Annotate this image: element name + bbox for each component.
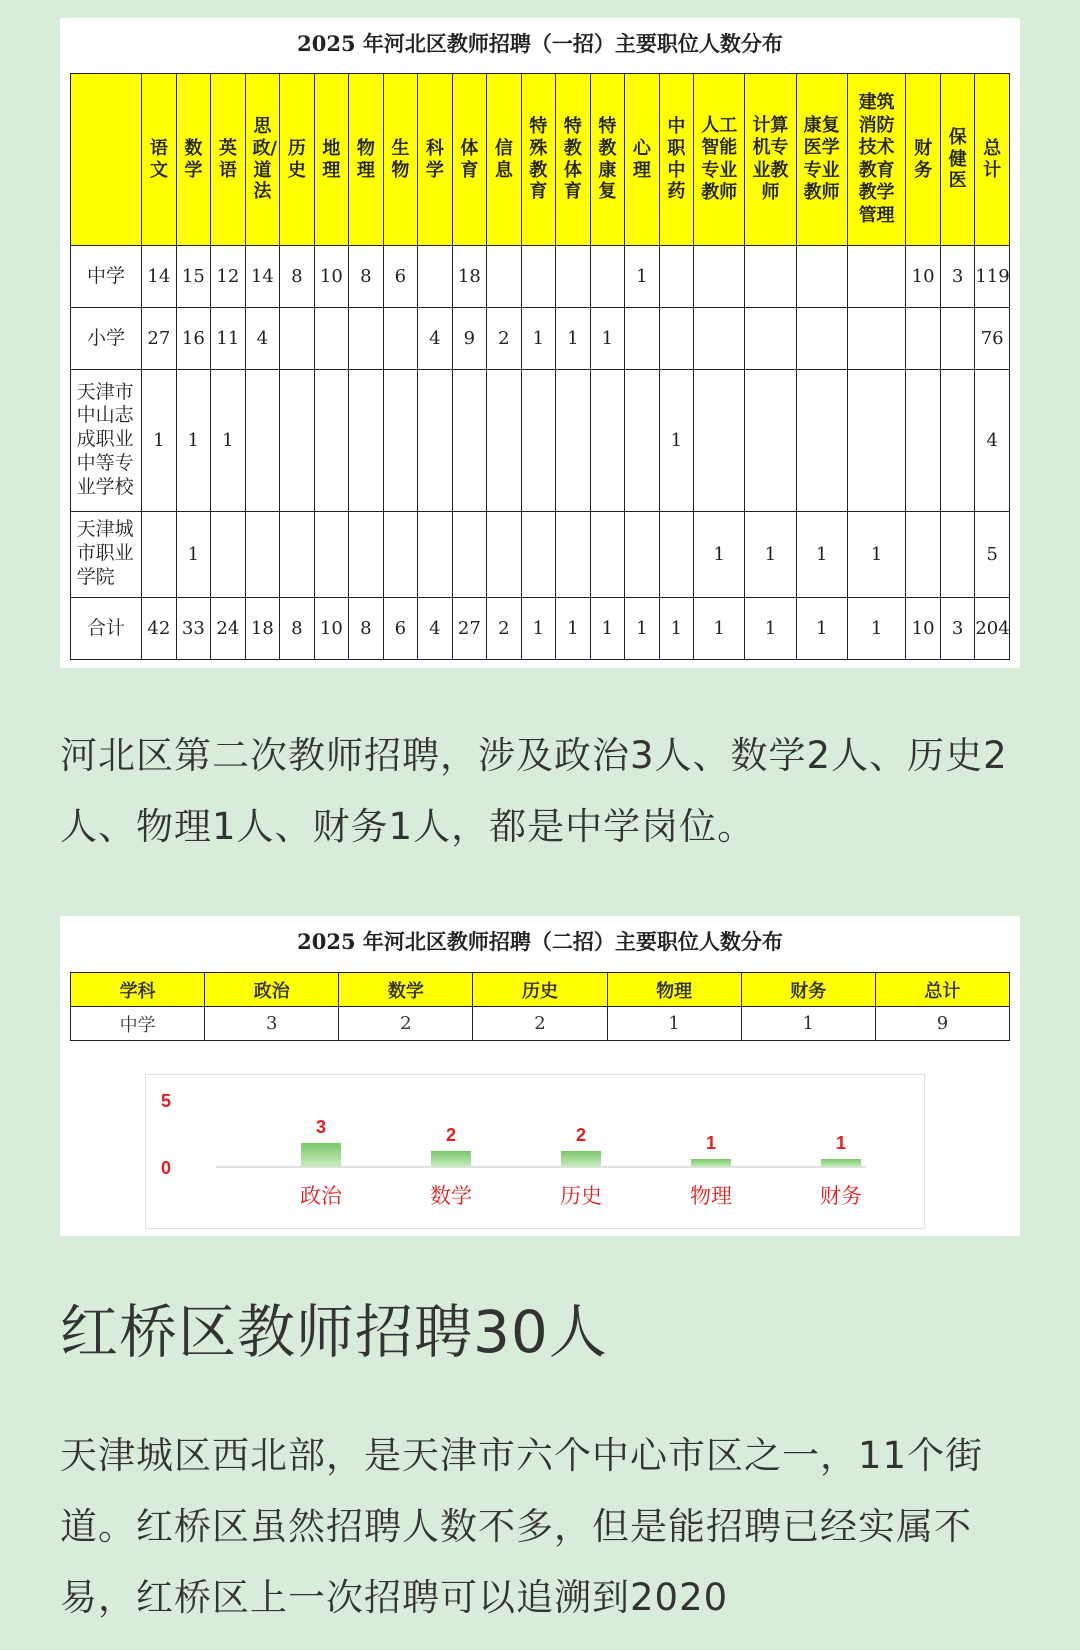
table1-row-label xyxy=(71,512,142,598)
table1-cell: 9 xyxy=(452,308,487,370)
table1-cell: 18 xyxy=(452,246,487,308)
table1-corner xyxy=(71,74,142,246)
table1-cell: 4 xyxy=(245,308,280,370)
chart-data-label: 1 xyxy=(705,1132,717,1153)
table1-header-label: 特殊教育 xyxy=(529,116,548,203)
table1-row-label-text: 天津城市职业学院 xyxy=(76,518,134,588)
table2-header-cell: 总计 xyxy=(875,973,1009,1007)
table1-cell xyxy=(314,308,349,370)
table1-header-label: 总计 xyxy=(983,137,1002,181)
table1-cell: 4 xyxy=(975,370,1010,512)
table1-cell: 10 xyxy=(906,246,941,308)
table1-cell xyxy=(349,512,384,598)
table1-cell: 18 xyxy=(245,598,280,660)
table1-cell: 10 xyxy=(906,598,941,660)
table1-cell: 4 xyxy=(418,598,453,660)
table1-header-label: 人工智能专业教师 xyxy=(701,114,738,203)
table1-header-label: 地理 xyxy=(322,137,341,181)
table2-cell: 2 xyxy=(473,1007,607,1041)
table1-cell: 1 xyxy=(659,370,694,512)
table1-header-label: 中职中药 xyxy=(667,116,686,203)
chart-bar xyxy=(431,1151,471,1167)
table1-header-cell xyxy=(556,74,591,246)
table1-header-cell xyxy=(176,74,211,246)
table1-cell xyxy=(590,370,625,512)
table1-cell: 15 xyxy=(176,246,211,308)
table1-cell: 1 xyxy=(796,512,847,598)
table2-header-cell: 政治 xyxy=(205,973,339,1007)
table1-header-label: 特教体育 xyxy=(563,116,582,203)
table1-cell: 1 xyxy=(745,598,796,660)
table1-header-cell xyxy=(694,74,745,246)
table2-cell: 1 xyxy=(741,1007,875,1041)
table1-row xyxy=(71,370,1010,512)
table1-row-label-text: 合计 xyxy=(87,617,126,640)
table1-cell xyxy=(940,370,975,512)
table1-cell xyxy=(847,370,906,512)
table1-cell xyxy=(280,308,315,370)
table1-cell xyxy=(349,370,384,512)
table1-cell: 1 xyxy=(176,512,211,598)
table1-header-cell xyxy=(245,74,280,246)
table1-cell xyxy=(383,308,418,370)
table1-cell xyxy=(521,512,556,598)
table1-cell: 1 xyxy=(590,598,625,660)
table1-header-cell xyxy=(211,74,246,246)
table1-cell: 8 xyxy=(349,598,384,660)
table1-cell: 204 xyxy=(975,598,1010,660)
table1-cell xyxy=(245,370,280,512)
table1-cell: 1 xyxy=(625,246,660,308)
table2-cell: 2 xyxy=(339,1007,473,1041)
table1-cell xyxy=(452,512,487,598)
table1-cell: 119 xyxy=(975,246,1010,308)
table1-cell xyxy=(418,370,453,512)
table1-cell: 14 xyxy=(142,246,177,308)
table1-row xyxy=(71,598,1010,660)
table1-cell: 3 xyxy=(940,246,975,308)
table1-cell xyxy=(418,246,453,308)
table1-cell xyxy=(383,512,418,598)
table1-cell: 1 xyxy=(556,308,591,370)
table2-cell: 3 xyxy=(205,1007,339,1041)
table1-cell: 1 xyxy=(659,598,694,660)
table1-cell xyxy=(694,246,745,308)
table1-cell xyxy=(590,512,625,598)
table1-title: 2025 年河北区教师招聘（一招）主要职位人数分布 xyxy=(297,31,783,56)
table1-header-label: 体育 xyxy=(460,137,479,181)
table1-row-label xyxy=(71,598,142,660)
table1-cell: 8 xyxy=(349,246,384,308)
table2-cell: 中学 xyxy=(71,1007,205,1041)
table1-cell: 1 xyxy=(176,370,211,512)
table1-cell xyxy=(556,370,591,512)
table1-cell xyxy=(745,308,796,370)
table1-cell xyxy=(625,370,660,512)
table1-header-cell xyxy=(383,74,418,246)
table1-cell xyxy=(659,246,694,308)
table1-cell xyxy=(314,512,349,598)
table1-cell xyxy=(452,370,487,512)
chart-bar xyxy=(691,1159,731,1167)
table1-row xyxy=(71,308,1010,370)
bar-chart xyxy=(145,1074,925,1229)
table1-header-label: 物理 xyxy=(356,137,375,181)
table2-header-cell: 学科 xyxy=(71,973,205,1007)
chart-data-label: 3 xyxy=(315,1116,327,1137)
table1-cell xyxy=(940,308,975,370)
table1-row-label xyxy=(71,246,142,308)
table1-cell: 1 xyxy=(521,598,556,660)
table1-row-label-text: 小学 xyxy=(87,327,126,350)
table2-header-cell: 数学 xyxy=(339,973,473,1007)
table2-header-cell: 财务 xyxy=(741,973,875,1007)
table1-cell: 1 xyxy=(590,308,625,370)
table1-header-cell xyxy=(906,74,941,246)
table1-header-label: 数学 xyxy=(184,137,203,181)
table1-cell xyxy=(625,308,660,370)
table1-cell xyxy=(280,512,315,598)
table1-cell: 1 xyxy=(847,512,906,598)
table1-cell: 4 xyxy=(418,308,453,370)
table1-header-label: 计算机专业教师 xyxy=(752,114,789,203)
paragraph-2: 天津城区西北部，是天津市六个中心市区之一，11个街道。红桥区虽然招聘人数不多，但是能招聘已经实属不易，红桥区上一次招聘可以追溯到2020 xyxy=(60,1434,984,1619)
table1-row-label-text: 天津市中山志成职业中等专业学校 xyxy=(76,380,134,498)
table1-header-cell xyxy=(659,74,694,246)
table1-cell xyxy=(906,308,941,370)
chart-bar xyxy=(301,1143,341,1167)
table1-cell: 12 xyxy=(211,246,246,308)
table1-cell xyxy=(796,246,847,308)
table1-cell: 2 xyxy=(487,598,522,660)
table1-header-cell xyxy=(418,74,453,246)
table1-cell xyxy=(659,512,694,598)
table1-cell xyxy=(383,370,418,512)
table1-cell: 27 xyxy=(452,598,487,660)
table1-cell: 27 xyxy=(142,308,177,370)
table1-header-label: 心理 xyxy=(632,137,651,181)
table1-header-cell xyxy=(625,74,660,246)
table1-cell: 10 xyxy=(314,246,349,308)
table1-cell: 1 xyxy=(625,598,660,660)
chart-data-label: 1 xyxy=(835,1132,847,1153)
table2-cell: 9 xyxy=(875,1007,1009,1041)
chart-y-tick-label: 0 xyxy=(160,1158,172,1178)
bar-chart-svg xyxy=(146,1075,926,1230)
table1-cell xyxy=(659,308,694,370)
table1-header-cell xyxy=(975,74,1010,246)
chart-bar xyxy=(821,1159,861,1167)
chart-data-label: 2 xyxy=(575,1124,587,1145)
table2-header-cell: 历史 xyxy=(473,973,607,1007)
table1-cell xyxy=(796,370,847,512)
table1-cell xyxy=(590,246,625,308)
table1-header-label: 英语 xyxy=(218,137,237,181)
table1-header-cell xyxy=(314,74,349,246)
table1-header-label: 语文 xyxy=(149,137,168,181)
table1-cell xyxy=(906,512,941,598)
table1-cell: 8 xyxy=(280,598,315,660)
table1-header-label: 生物 xyxy=(391,137,410,181)
table1-cell xyxy=(625,512,660,598)
table1-header-label: 保健医 xyxy=(948,127,967,192)
table1 xyxy=(70,73,1010,660)
table1-header-cell xyxy=(349,74,384,246)
chart-category-label: 物理 xyxy=(690,1184,732,1208)
section-heading: 红桥区教师招聘30人 xyxy=(60,1298,608,1366)
table1-cell xyxy=(694,370,745,512)
table1-cell: 24 xyxy=(211,598,246,660)
table1-cell: 1 xyxy=(796,598,847,660)
table1-header-cell xyxy=(280,74,315,246)
table1-cell xyxy=(556,512,591,598)
table1-header-label: 思政/道法 xyxy=(252,116,278,203)
table1-cell xyxy=(745,370,796,512)
table1-row xyxy=(71,246,1010,308)
table2-cell: 1 xyxy=(607,1007,741,1041)
table1-cell: 14 xyxy=(245,246,280,308)
table2-header-cell: 物理 xyxy=(607,973,741,1007)
table1-cell xyxy=(847,246,906,308)
table1-cell xyxy=(487,370,522,512)
table1-cell: 1 xyxy=(694,512,745,598)
table1-header-label: 历史 xyxy=(287,137,306,181)
table1-cell: 1 xyxy=(556,598,591,660)
table1-cell xyxy=(349,308,384,370)
table1-cell: 6 xyxy=(383,598,418,660)
table1-header-label: 财务 xyxy=(914,137,933,181)
table1-cell xyxy=(487,512,522,598)
table1-cell xyxy=(521,370,556,512)
table1-cell: 33 xyxy=(176,598,211,660)
table1-cell xyxy=(940,512,975,598)
chart-category-label: 数学 xyxy=(430,1184,472,1208)
chart-category-label: 财务 xyxy=(820,1184,862,1208)
table1-cell: 8 xyxy=(280,246,315,308)
table1-card xyxy=(60,18,1020,668)
table1-cell xyxy=(694,308,745,370)
table1-cell: 11 xyxy=(211,308,246,370)
chart-bar xyxy=(561,1151,601,1167)
table2 xyxy=(70,972,1010,1041)
table2-card xyxy=(60,916,1020,1236)
table1-header-cell xyxy=(487,74,522,246)
table1-cell xyxy=(211,512,246,598)
table1-row-label xyxy=(71,308,142,370)
table1-header-label: 康复医学专业教师 xyxy=(803,114,840,203)
table1-cell: 1 xyxy=(694,598,745,660)
table1-cell xyxy=(280,370,315,512)
table1-cell xyxy=(314,370,349,512)
paragraph-1: 河北区第二次教师招聘，涉及政治3人、数学2人、历史2人、物理1人、财务1人，都是中学岗位。 xyxy=(60,734,1008,848)
table1-cell xyxy=(245,512,280,598)
table1-header-label: 科学 xyxy=(425,137,444,181)
table1-header-cell xyxy=(796,74,847,246)
table1-header-cell xyxy=(521,74,556,246)
table1-cell xyxy=(745,246,796,308)
table1-header-cell xyxy=(847,74,906,246)
table1-header-cell xyxy=(745,74,796,246)
table1-row-label-text: 中学 xyxy=(87,265,126,288)
table1-row-label xyxy=(71,370,142,512)
chart-category-label: 政治 xyxy=(300,1184,342,1208)
table1-header-label: 建筑消防技术教育教学管理 xyxy=(858,92,895,226)
table1-header-cell xyxy=(452,74,487,246)
table1-header-label: 特教康复 xyxy=(598,116,617,203)
table1-cell xyxy=(521,246,556,308)
table1-cell: 6 xyxy=(383,246,418,308)
table1-header-cell xyxy=(940,74,975,246)
table1-cell: 42 xyxy=(142,598,177,660)
table1-cell xyxy=(906,370,941,512)
table1-cell xyxy=(847,308,906,370)
table2-title: 2025 年河北区教师招聘（二招）主要职位人数分布 xyxy=(297,929,783,954)
table1-cell: 1 xyxy=(745,512,796,598)
table1-header-cell xyxy=(142,74,177,246)
table1-cell: 3 xyxy=(940,598,975,660)
table1-cell xyxy=(487,246,522,308)
table1-cell xyxy=(418,512,453,598)
chart-data-label: 2 xyxy=(445,1124,457,1145)
table1-row xyxy=(71,512,1010,598)
table1-cell: 10 xyxy=(314,598,349,660)
table1-cell: 76 xyxy=(975,308,1010,370)
table1-header-label: 信息 xyxy=(494,137,513,181)
table1-cell: 1 xyxy=(211,370,246,512)
table1-cell xyxy=(556,246,591,308)
chart-y-tick-label: 5 xyxy=(160,1091,172,1111)
table1-cell: 1 xyxy=(142,370,177,512)
table1-cell: 1 xyxy=(521,308,556,370)
table1-cell: 2 xyxy=(487,308,522,370)
table1-cell xyxy=(796,308,847,370)
table1-cell: 1 xyxy=(847,598,906,660)
table1-cell xyxy=(142,512,177,598)
chart-category-label: 历史 xyxy=(560,1184,602,1208)
table1-cell: 16 xyxy=(176,308,211,370)
table1-header-cell xyxy=(590,74,625,246)
table1-cell: 5 xyxy=(975,512,1010,598)
